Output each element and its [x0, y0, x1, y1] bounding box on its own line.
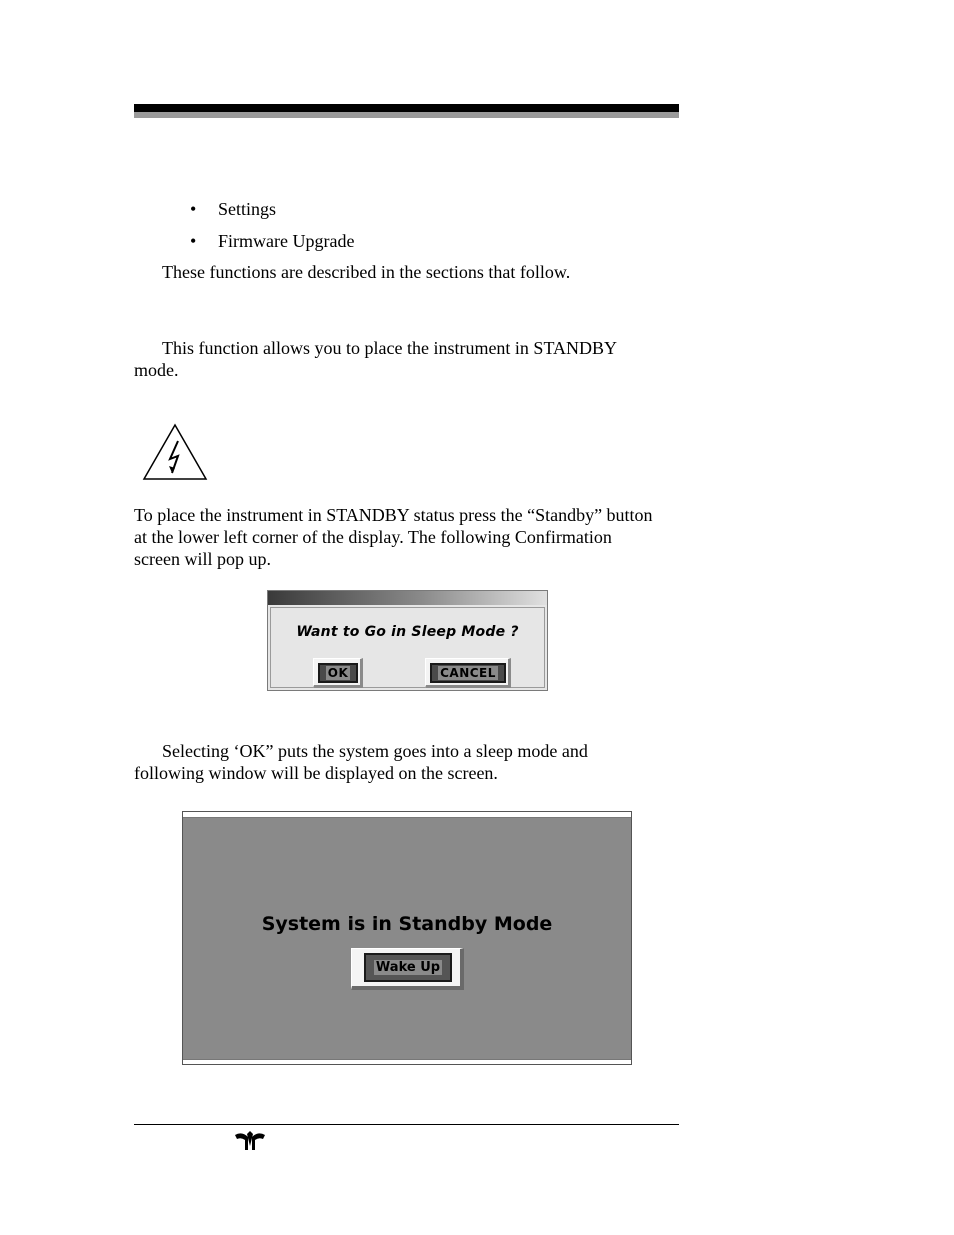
standby-description-line: This function allows you to place the instrument in STANDBY	[162, 338, 618, 358]
standby-description-line: mode.	[134, 360, 179, 380]
bullet-marker: •	[190, 199, 197, 219]
ok-button[interactable]	[313, 658, 363, 688]
header-rule-gray	[134, 112, 679, 118]
bullet-settings: Settings	[218, 199, 277, 219]
functions-intro-text: These functions are described in the sections that follow.	[162, 262, 571, 282]
cancel-button[interactable]	[425, 658, 511, 688]
wake-up-button-label: Wake Up	[375, 960, 441, 975]
header-rule-black	[134, 104, 679, 112]
selecting-ok-line: Selecting ‘OK” puts the system goes into a sleep mode and	[162, 741, 588, 761]
cancel-button-label: CANCEL	[440, 666, 496, 680]
ok-button-label: OK	[327, 666, 349, 680]
selecting-ok-line: following window will be displayed on the screen.	[134, 763, 498, 783]
standby-window-top-edge	[183, 812, 631, 818]
bullet-marker: •	[190, 231, 197, 251]
teledyne-logo-icon	[233, 1131, 267, 1151]
wake-up-button[interactable]	[351, 948, 464, 990]
sleep-confirmation-dialog	[267, 590, 548, 691]
dialog-title-bar	[268, 591, 547, 605]
footer-rule	[134, 1124, 679, 1125]
standby-instruction-line: at the lower left corner of the display. The following Confirmation	[134, 527, 612, 547]
standby-window-bottom-edge	[183, 1059, 631, 1064]
standby-message: System is in Standby Mode	[261, 913, 553, 935]
standby-instruction-line: To place the instrument in STANDBY status press the “Standby” button	[134, 505, 653, 525]
standby-instruction-line: screen will pop up.	[134, 549, 271, 569]
bullet-firmware-upgrade: Firmware Upgrade	[218, 231, 355, 251]
standby-mode-window	[182, 811, 632, 1065]
high-voltage-warning-icon	[142, 423, 208, 481]
dialog-message: Want to Go in Sleep Mode ?	[296, 624, 519, 640]
